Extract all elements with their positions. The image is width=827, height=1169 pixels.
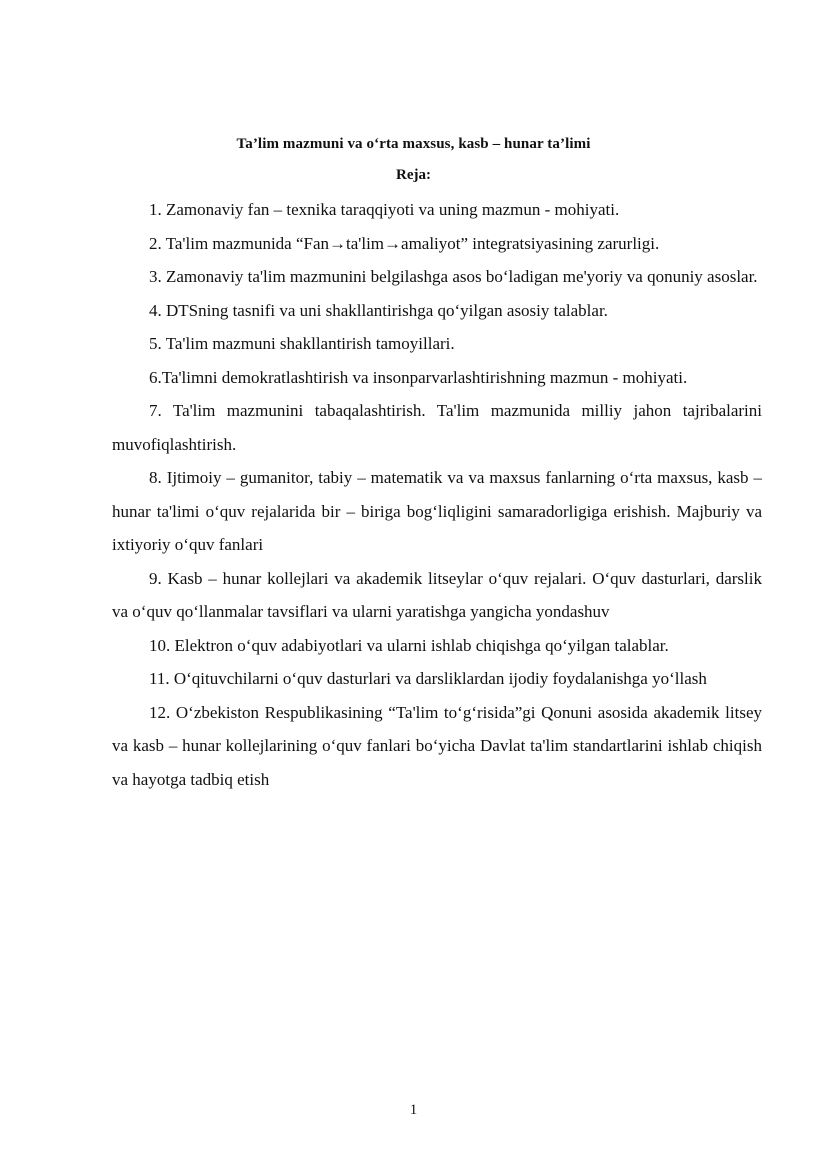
plan-item-1: 1. Zamonaviy fan – texnika taraqqiyoti va uning mazmun - mohiyati. bbox=[149, 200, 620, 219]
plan-item-11: 11. O‘qituvchilarni o‘quv dasturlari va darsliklardan ijodiy foydalanishga yo‘llash bbox=[149, 669, 707, 688]
plan-item-5: 5. Ta'lim mazmuni shakllantirish tamoyillari. bbox=[149, 334, 455, 353]
page-number: 1 bbox=[409, 1102, 418, 1118]
plan-item-3: 3. Zamonaviy ta'lim mazmunini belgilashga asos bo‘ladigan me'yoriy va qonuniy asoslar. bbox=[149, 267, 758, 286]
plan-heading: Reja: bbox=[396, 167, 431, 183]
plan-item-2: 2. Ta'lim mazmunida “Fan→ta'lim→amaliyot” integratsiyasining zarurligi. bbox=[149, 233, 660, 253]
plan-item-7: 7. Ta'lim mazmunini tabaqalashtirish. Ta'lim mazmunida milliy jahon tajribalarini muvofiqlashtirish. bbox=[112, 401, 762, 454]
plan-item-8: 8. Ijtimoiy – gumanitor, tabiy – matematik va va maxsus fanlarning o‘rta maxsus, kasb – hunar ta'limi o‘quv rejalarida bir – biriga bog‘liqligini samaradorligiga erishish. Majburiy va ixtiyoriy o‘quv fanlari bbox=[112, 468, 762, 554]
plan-item-4: 4. DTSning tasnifi va uni shakllantirishga qo‘yilgan asosiy talablar. bbox=[149, 300, 608, 320]
plan-item-12: 12. O‘zbekiston Respublikasining “Ta'lim to‘g‘risida”gi Qonuni asosida akademik litsey va kasb – hunar kollejlarining o‘quv fanlari bo‘yicha Davlat ta'lim standartlarini ishlab chiqish va hayotga tadbiq etish bbox=[112, 702, 762, 789]
document-title: Ta’lim mazmuni va o‘rta maxsus, kasb – hunar ta’limi bbox=[236, 136, 591, 152]
plan-list bbox=[112, 193, 762, 796]
plan-item-6: 6.Ta'limni demokratlashtirish va insonparvarlashtirishning mazmun - mohiyati. bbox=[149, 367, 688, 387]
plan-item-9: 9. Kasb – hunar kollejlari va akademik litseylar o‘quv rejalari. O‘quv dasturlari, darslik va o‘quv qo‘llanmalar tavsiflari va ularni yaratishga yangicha yondashuv bbox=[112, 568, 762, 621]
plan-item-10: 10. Elektron o‘quv adabiyotlari va ularni ishlab chiqishga qo‘yilgan talablar. bbox=[149, 635, 669, 655]
